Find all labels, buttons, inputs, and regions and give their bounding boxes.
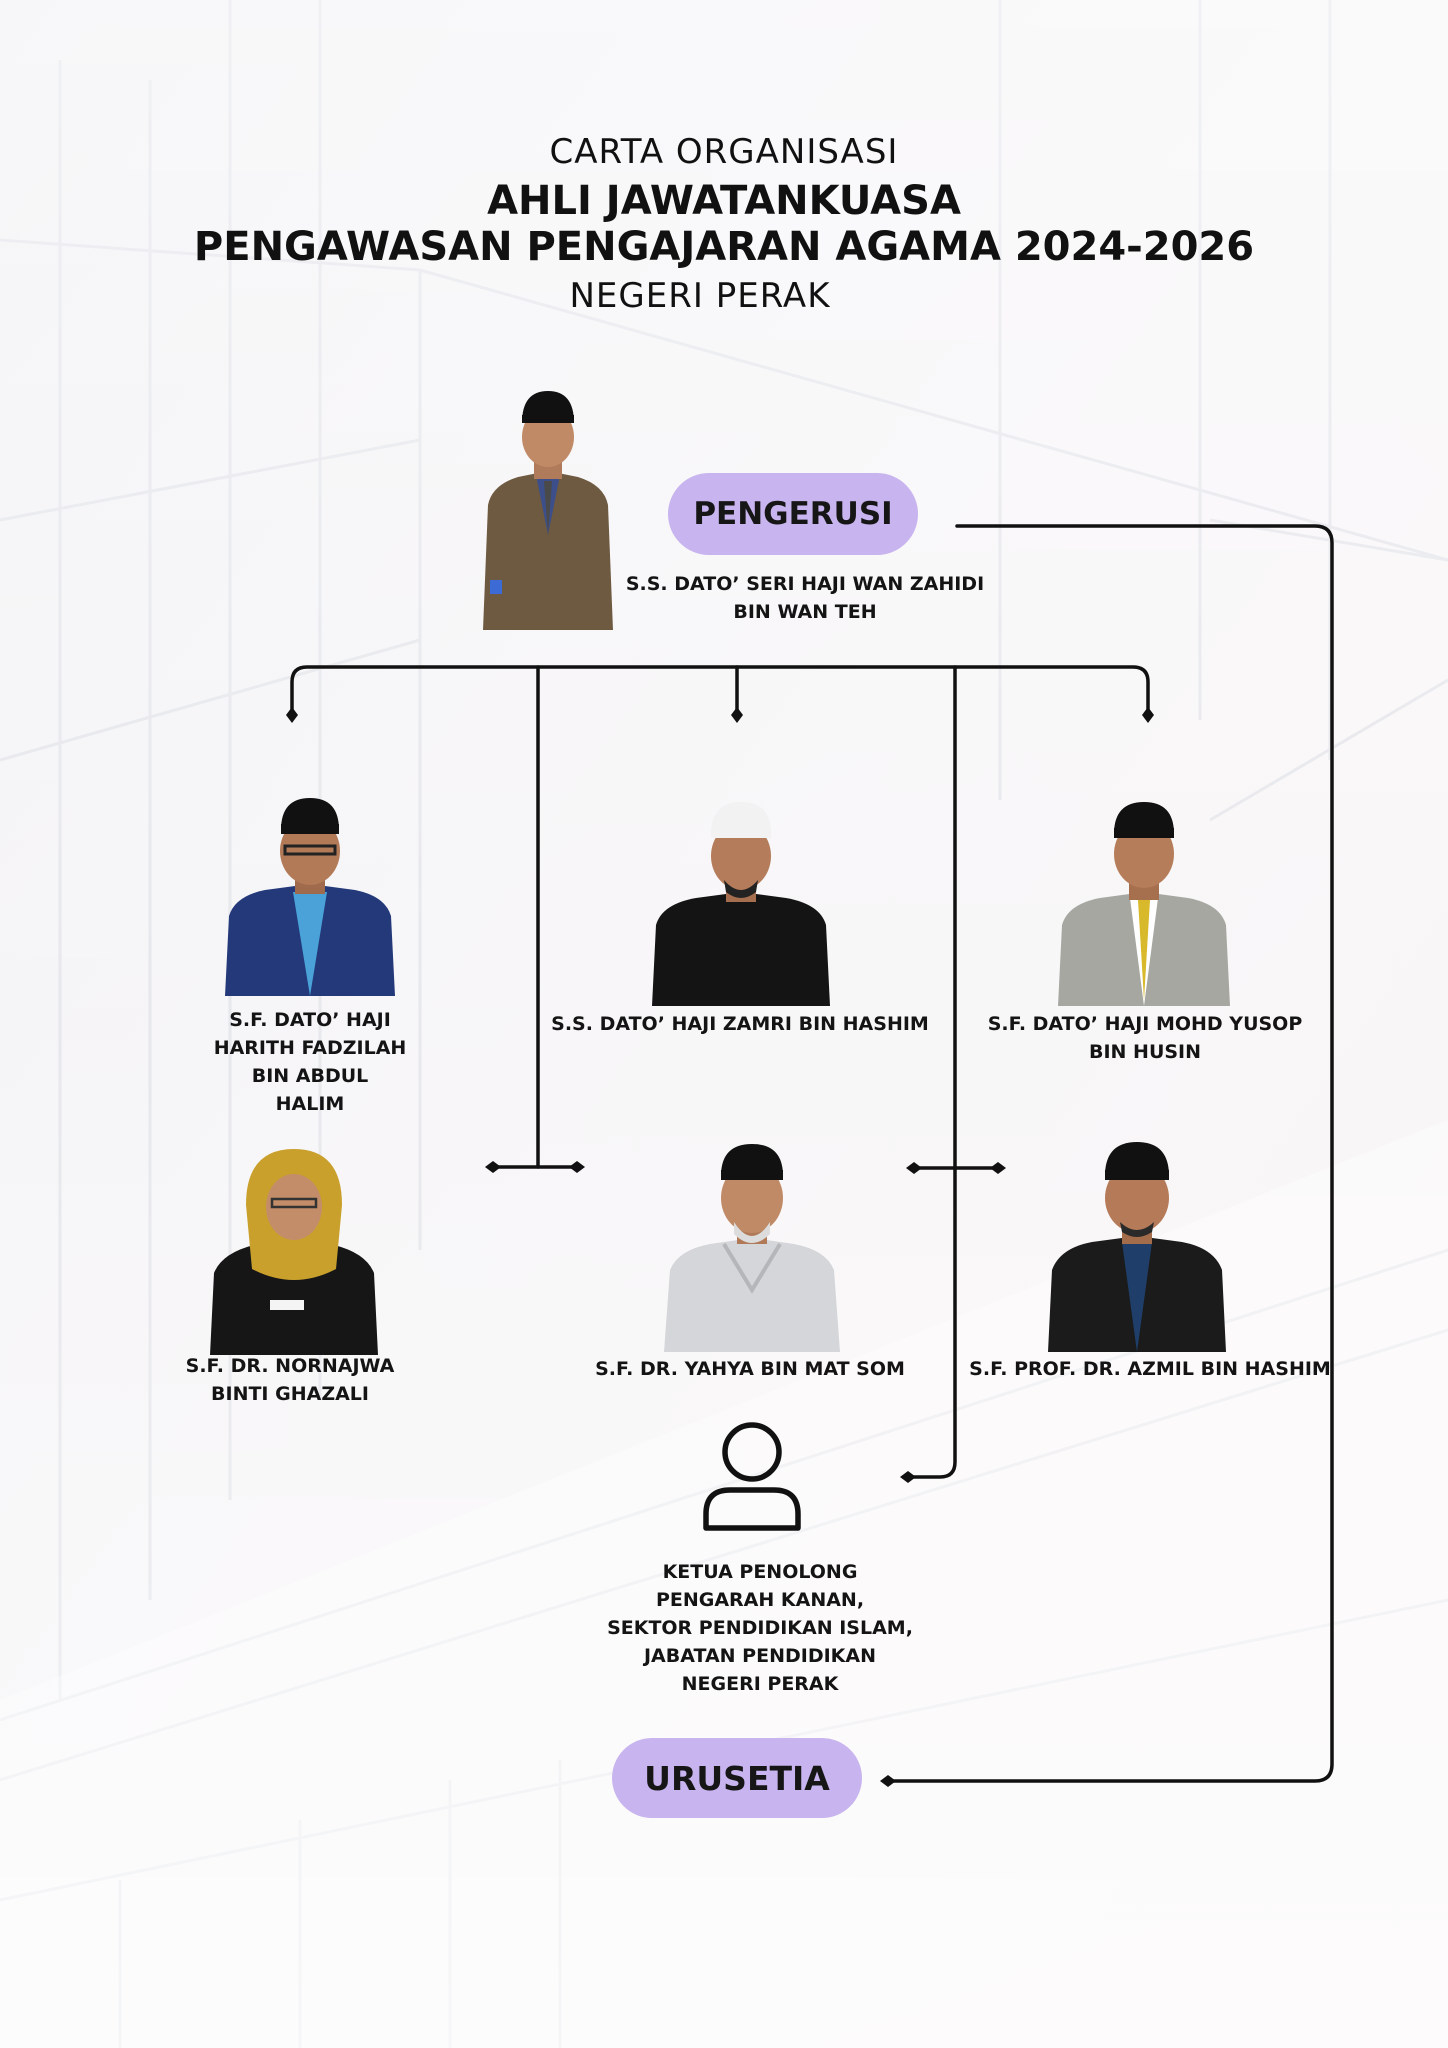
arrow-tip bbox=[900, 1471, 916, 1483]
chart-state-label: NEGERI PERAK bbox=[569, 276, 831, 316]
member-name-yusop: S.F. DATO’ HAJI MOHD YUSOP BIN HUSIN bbox=[987, 1013, 1303, 1063]
arrow-tip bbox=[906, 1162, 922, 1174]
user-outline-icon bbox=[700, 1418, 804, 1534]
member-photo-yahya bbox=[664, 1140, 840, 1352]
member-photo-harith bbox=[225, 796, 395, 996]
member-photo-azmil bbox=[1048, 1138, 1226, 1352]
chair-role-pill bbox=[668, 473, 918, 555]
secretariat-name: KETUA PENOLONG PENGARAH KANAN, SEKTOR PENDIDIKAN ISLAM, JABATAN PENDIDIKAN NEGERI PERAK bbox=[607, 1561, 913, 1695]
arrow-tip bbox=[1142, 707, 1154, 723]
chart-title-line-2: PENGAWASAN PENGAJARAN AGAMA 2024-2026 bbox=[193, 224, 1255, 270]
member-photo-zamri bbox=[652, 800, 830, 1006]
member-name-nornajwa: S.F. DR. NORNAJWA BINTI GHAZALI bbox=[185, 1355, 395, 1405]
chart-subtitle: CARTA ORGANISASI bbox=[549, 132, 899, 172]
chart-title-line-1: AHLI JAWATANKUASA bbox=[487, 178, 961, 224]
arrow-tip bbox=[485, 1161, 501, 1173]
arrow-tip bbox=[880, 1775, 896, 1787]
secretariat-role-pill bbox=[612, 1738, 862, 1818]
arrow-tip bbox=[286, 707, 298, 723]
arrow-tip bbox=[569, 1161, 585, 1173]
member-name-zamri: S.S. DATO’ HAJI ZAMRI BIN HASHIM bbox=[551, 1013, 929, 1035]
member-photo-nornajwa bbox=[210, 1145, 378, 1355]
chair-name: S.S. DATO’ SERI HAJI WAN ZAHIDI BIN WAN TEH bbox=[625, 573, 985, 623]
arrow-tip bbox=[731, 707, 743, 723]
branch-line-top bbox=[292, 667, 1148, 716]
member-name-yahya: S.F. DR. YAHYA BIN MAT SOM bbox=[595, 1358, 905, 1380]
arrow-tip bbox=[990, 1162, 1006, 1174]
member-photo-yusop bbox=[1058, 800, 1230, 1006]
member-name-harith: S.F. DATO’ HAJI HARITH FADZILAH BIN ABDUL HALIM bbox=[213, 1009, 407, 1115]
chair-role-label: PENGERUSI bbox=[693, 496, 893, 532]
secretariat-role-label: URUSETIA bbox=[644, 1758, 830, 1798]
member-name-azmil: S.F. PROF. DR. AZMIL BIN HASHIM bbox=[969, 1358, 1331, 1380]
